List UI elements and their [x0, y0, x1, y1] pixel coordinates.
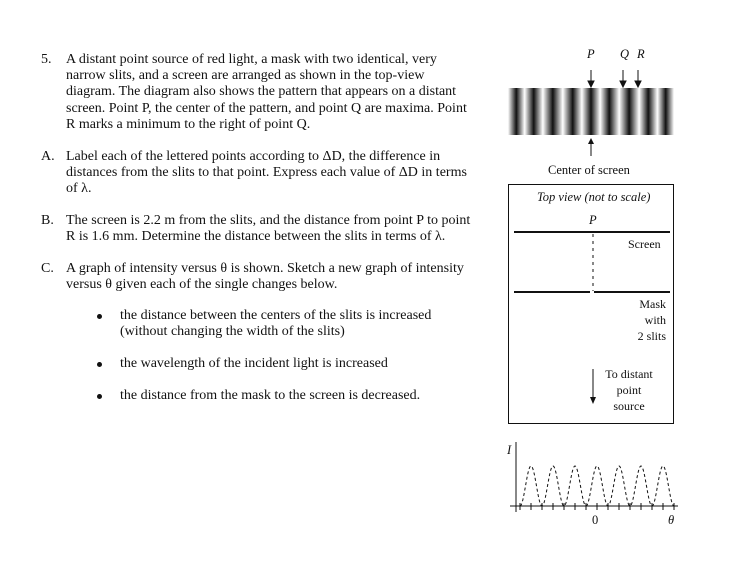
- arrow-p-head: [588, 81, 594, 87]
- intro-line: screen. Point P, the center of the pattern, and point Q are maxima. Point: [66, 100, 467, 116]
- graph-y-label: I: [507, 443, 512, 457]
- question-number: 5.: [41, 52, 52, 67]
- part-a-label: A.: [41, 149, 55, 164]
- arrow-r-head: [635, 81, 641, 87]
- part-a-line: of λ.: [66, 181, 92, 197]
- bullet-item-mask-distance: [120, 388, 500, 404]
- part-b-line: R is 1.6 mm. Determine the distance between the slits in terms of λ.: [66, 229, 446, 245]
- bullet-item-slit-distance: [120, 308, 500, 340]
- intro-line: A distant point source of red light, a mask with two identical, very: [66, 52, 437, 67]
- interference-fringes: [508, 88, 674, 135]
- intro-line: narrow slits, and a screen are arranged as shown in the top-view: [66, 68, 425, 84]
- intensity-curve: [520, 466, 674, 506]
- part-a-line: Label each of the lettered points according to ΔD, the difference in: [66, 149, 441, 164]
- part-c-line: A graph of intensity versus θ is shown. Sketch a new graph of intensity: [66, 261, 464, 276]
- point-label-r: R: [637, 47, 645, 61]
- part-c-label: C.: [41, 261, 54, 276]
- fringe-pattern-figure: [508, 60, 678, 160]
- top-view-title: Top view (not to scale): [537, 190, 651, 204]
- bullet-line: the distance between the centers of the slits is increased: [120, 308, 432, 323]
- bullet-dot: [97, 362, 102, 367]
- point-label-p: P: [587, 47, 595, 61]
- mask-label-line: with: [644, 313, 666, 327]
- top-view-point-p: P: [589, 213, 597, 227]
- source-label-line: point: [616, 383, 642, 397]
- screen-label: Screen: [628, 237, 661, 251]
- intro-line: R marks a minimum to the right of point Q.: [66, 116, 311, 132]
- mask-label-line: 2 slits: [637, 329, 666, 343]
- bullet-dot: [97, 394, 102, 399]
- bullet-item-wavelength: [120, 356, 500, 372]
- question-intro: [66, 52, 506, 133]
- graph-origin-label: 0: [592, 513, 599, 527]
- center-of-screen-label: Center of screen: [548, 163, 630, 177]
- point-label-q: Q: [620, 47, 630, 61]
- part-a-line: distances from the slits to that point. Express each value of ΔD in terms: [66, 165, 467, 181]
- arrow-q-head: [620, 81, 626, 87]
- part-b-line: The screen is 2.2 m from the slits, and the distance from point P to point: [66, 213, 471, 228]
- source-label: [599, 366, 659, 414]
- part-b-text: [66, 213, 506, 245]
- graph-x-label: θ: [668, 513, 675, 527]
- bullet-line: (without changing the width of the slits): [120, 324, 345, 340]
- part-a-text: [66, 149, 506, 198]
- source-label-line: source: [613, 399, 645, 413]
- part-c-text: [66, 261, 506, 293]
- bullet-line: the wavelength of the incident light is increased: [120, 356, 388, 371]
- part-c-line: versus θ given each of the single changes below.: [66, 277, 338, 293]
- source-label-line: To distant: [605, 367, 653, 381]
- intro-line: diagram. The diagram also shows the pattern that appears on a distant: [66, 84, 457, 100]
- mask-label-line: Mask: [639, 297, 666, 311]
- bullet-dot: [97, 314, 102, 319]
- intensity-graph: [508, 440, 683, 515]
- mask-label: [620, 296, 666, 344]
- source-arrow-head: [590, 397, 596, 404]
- bullet-line: the distance from the mask to the screen is decreased.: [120, 388, 421, 403]
- part-b-label: B.: [41, 213, 54, 228]
- center-arrow-head: [588, 138, 594, 144]
